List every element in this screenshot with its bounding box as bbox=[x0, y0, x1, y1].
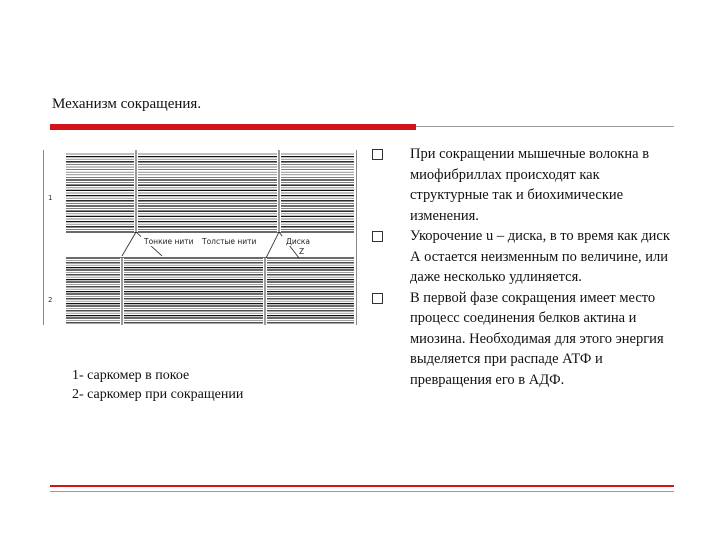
caption-line-1: 1- саркомер в покое bbox=[72, 368, 190, 383]
stripe-line bbox=[266, 232, 279, 258]
row-label-1: 1 bbox=[48, 194, 53, 202]
bullet-item bbox=[372, 144, 684, 226]
stripe-line bbox=[122, 232, 136, 256]
square-bullet-icon bbox=[372, 293, 383, 304]
title-underline-red bbox=[50, 124, 416, 130]
sarcomere-figure bbox=[43, 150, 357, 325]
bullet-list bbox=[372, 144, 684, 390]
slide-title: Механизм сокращения. bbox=[52, 96, 202, 112]
sarcomere-diagram bbox=[44, 150, 356, 325]
bullet-item bbox=[372, 288, 684, 391]
square-bullet-icon bbox=[372, 149, 383, 160]
square-bullet-icon bbox=[372, 231, 383, 242]
label-thick-filaments: Толстые нити bbox=[202, 237, 257, 246]
figure-caption bbox=[72, 366, 243, 404]
row-label-2: 2 bbox=[48, 296, 53, 304]
label-z: Z bbox=[299, 247, 305, 256]
bullet-text: Укорочение u – диска, в то время как диск А остается неизменным по величине, или даже несколько удлиняется. bbox=[410, 228, 670, 285]
label-thin-filaments: Тонкие нити bbox=[144, 237, 194, 246]
label-disk: Диска bbox=[286, 237, 310, 246]
bullet-text: При сокращении мышечные волокна в миофибриллах происходят как структурные так и биохимические изменения. bbox=[410, 146, 650, 224]
caption-line-2: 2- саркомер при сокращении bbox=[72, 387, 244, 402]
bullet-text: В первой фазе сокращения имеет место процесс соединения белков актина и миозина. Необходимая для этого энергия выделяется при распаде АТФ и превращения его в АДФ. bbox=[410, 289, 664, 388]
bullet-item bbox=[372, 226, 684, 288]
footer-rule-gray bbox=[50, 491, 674, 492]
footer-rule-red bbox=[50, 485, 674, 487]
title-underline-gray bbox=[416, 126, 674, 127]
